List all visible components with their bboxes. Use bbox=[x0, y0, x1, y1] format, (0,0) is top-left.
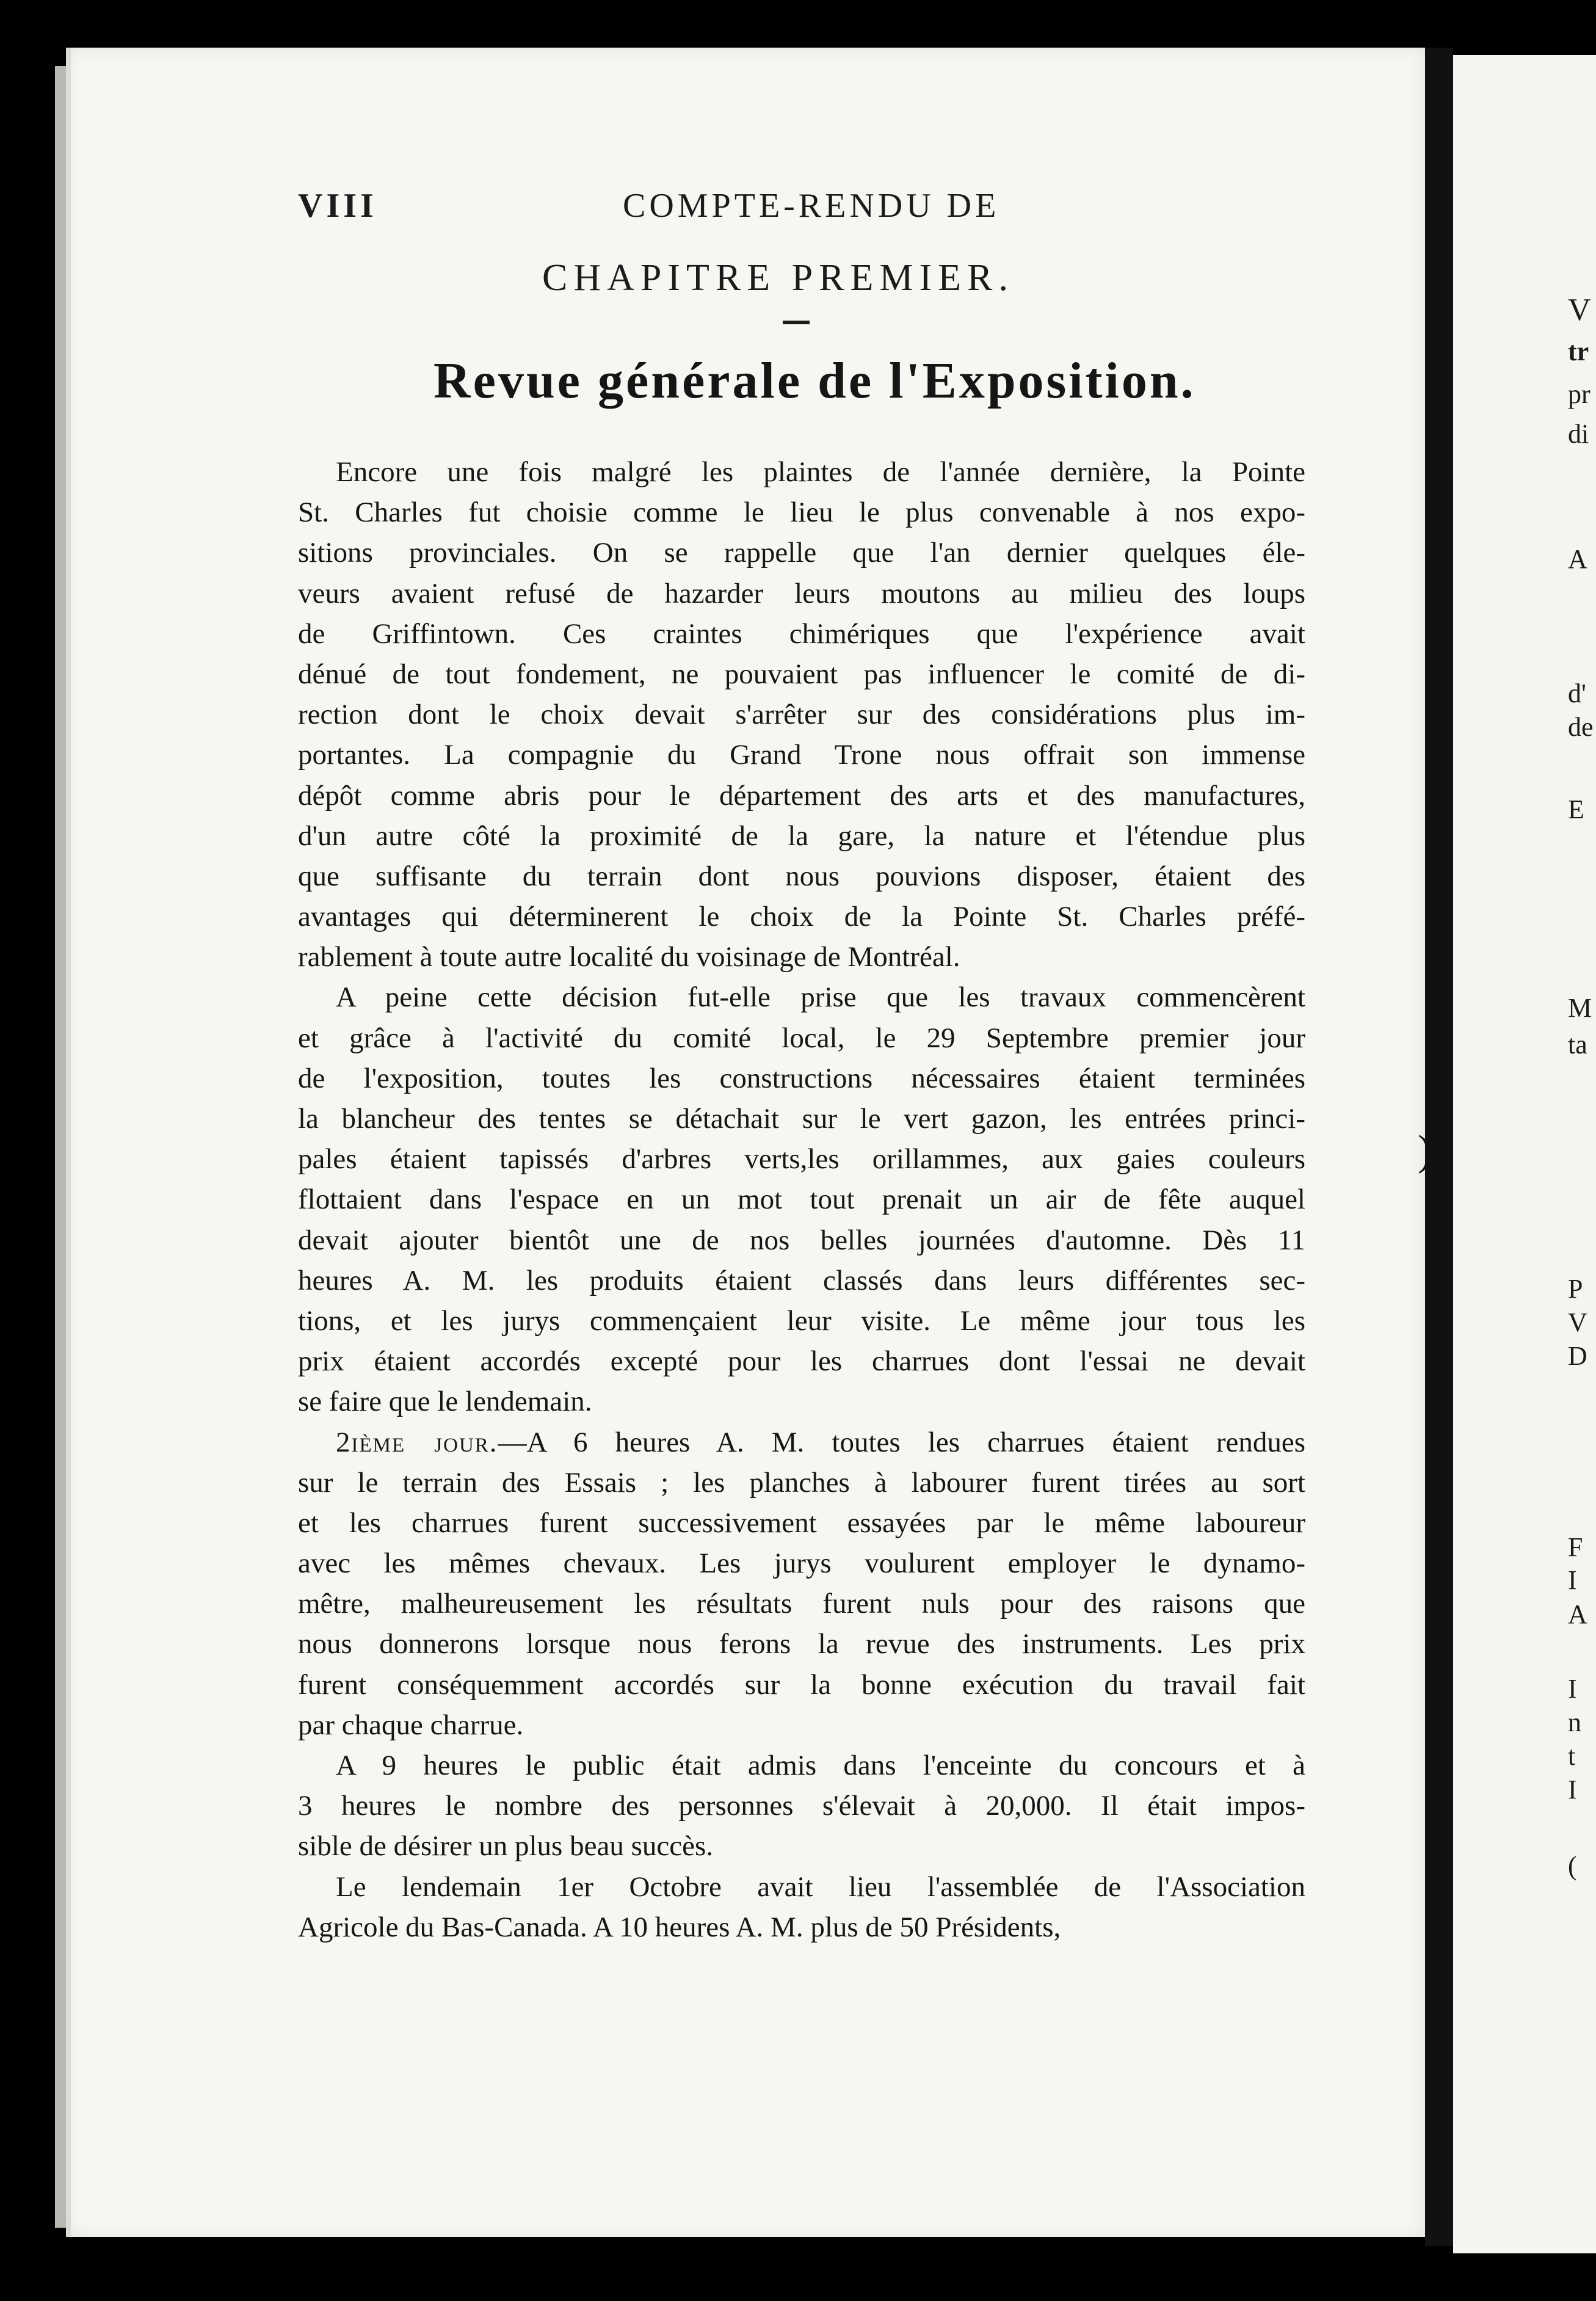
right-fragment: de bbox=[1568, 712, 1594, 742]
text-line-day-two bbox=[298, 1422, 1305, 1463]
text-line: St. Charles fut choisie comme le lieu le plus convenable à nos expo- bbox=[298, 496, 1305, 529]
text-line: portantes. La compagnie du Grand Trone nous offrait son immense bbox=[298, 739, 1305, 771]
text-line: se faire que le lendemain. bbox=[298, 1386, 592, 1418]
text-line: rection dont le choix devait s'arrêter sur des considérations plus im- bbox=[298, 699, 1305, 731]
text-line: dépôt comme abris pour le département des arts et des manufactures, bbox=[298, 779, 1305, 812]
text-line: de Griffintown. Ces craintes chimériques que l'expérience avait bbox=[298, 617, 1305, 650]
text-line: flottaient dans l'espace en un mot tout prenait un air de fête auquel bbox=[298, 1183, 1305, 1216]
day-label: 2ième jour. bbox=[336, 1426, 498, 1458]
text-line: et grâce à l'activité du comité local, le 29 Septembre premier jour bbox=[298, 1022, 1305, 1054]
chapter-rule bbox=[783, 321, 810, 324]
right-fragment: ( bbox=[1568, 1851, 1577, 1881]
text-line: de l'exposition, toutes les constructions nécessaires étaient terminées bbox=[298, 1062, 1305, 1094]
running-head bbox=[298, 186, 1336, 235]
text-line: avantages qui déterminerent le choix de la Pointe St. Charles préfé- bbox=[298, 901, 1305, 933]
right-fragment: tr bbox=[1568, 336, 1589, 366]
chapter-title: CHAPITRE PREMIER. bbox=[542, 257, 1014, 299]
right-fragment: D bbox=[1568, 1341, 1587, 1371]
text-line: tions, et les jurys commençaient leur visite. Le même jour tous les bbox=[298, 1304, 1305, 1337]
text-line: veurs avaient refusé de hazarder leurs moutons au milieu des loups bbox=[298, 577, 1305, 609]
text-line: par chaque charrue. bbox=[298, 1709, 524, 1741]
right-fragment: A bbox=[1568, 544, 1587, 574]
running-head-title: COMPTE-RENDU DE bbox=[623, 187, 1000, 225]
right-fragment: F bbox=[1568, 1532, 1583, 1562]
right-fragment: t bbox=[1568, 1741, 1576, 1771]
text-line: A peine cette décision fut-elle prise que les travaux commencèrent bbox=[336, 981, 1305, 1014]
text-line: que suffisante du terrain dont nous pouvions disposer, étaient des bbox=[298, 860, 1305, 892]
gutter-mark: ) bbox=[1418, 1127, 1432, 1174]
right-fragment: I bbox=[1568, 1775, 1577, 1805]
text-line: devait ajouter bientôt une de nos belles journées d'automne. Dès 11 bbox=[298, 1224, 1305, 1256]
text-line: la blancheur des tentes se détachait sur le vert gazon, les entrées princi- bbox=[298, 1103, 1305, 1135]
right-fragment: d' bbox=[1568, 678, 1586, 708]
text-line: A 9 heures le public était admis dans l'enceinte du concours et à bbox=[336, 1750, 1305, 1781]
right-fragment: I bbox=[1568, 1565, 1577, 1595]
text-line: mêtre, malheureusement les résultats furent nuls pour des raisons que bbox=[298, 1588, 1305, 1620]
text-line: furent conséquemment accordés sur la bonne exécution du travail fait bbox=[298, 1668, 1305, 1701]
text-line: d'un autre côté la proximité de la gare, la nature et l'étendue plus bbox=[298, 820, 1305, 852]
text-line: sible de désirer un plus beau succès. bbox=[298, 1830, 713, 1863]
body-text bbox=[298, 452, 1305, 1947]
text-line: prix étaient accordés excepté pour les charrues dont l'essai ne devait bbox=[298, 1345, 1305, 1378]
right-fragment: di bbox=[1568, 419, 1589, 449]
text-line: Encore une fois malgré les plaintes de l'année dernière, la Pointe bbox=[336, 456, 1305, 488]
text-line: Agricole du Bas-Canada. A 10 heures A. M. plus de 50 Présidents, bbox=[298, 1911, 1061, 1943]
text-line: pales étaient tapissés d'arbres verts,les orillammes, aux gaies couleurs bbox=[298, 1143, 1305, 1176]
right-fragment: n bbox=[1568, 1707, 1581, 1737]
right-fragment: ta bbox=[1568, 1030, 1587, 1060]
page-folio: VIII bbox=[298, 187, 377, 225]
right-fragment: V bbox=[1568, 1307, 1587, 1337]
text-line: rablement à toute autre localité du voisinage de Montréal. bbox=[298, 941, 960, 973]
right-fragment: pr bbox=[1568, 379, 1591, 409]
text-line: Le lendemain 1er Octobre avait lieu l'assemblée de l'Association bbox=[336, 1870, 1305, 1903]
right-fragment: V bbox=[1568, 293, 1591, 327]
text-line: sur le terrain des Essais ; les planches à labourer furent tirées au sort bbox=[298, 1466, 1305, 1499]
text-line: heures A. M. les produits étaient classés dans leurs différentes sec- bbox=[298, 1264, 1305, 1296]
right-fragment: I bbox=[1568, 1674, 1577, 1704]
right-fragment: A bbox=[1568, 1599, 1587, 1629]
text-line: avec les mêmes chevaux. Les jurys voulurent employer le dynamo- bbox=[298, 1547, 1305, 1580]
text-line: nous donnerons lorsque nous ferons la revue des instruments. Les prix bbox=[298, 1628, 1305, 1660]
text-line: 3 heures le nombre des personnes s'élevait à 20,000. Il était impos- bbox=[298, 1790, 1305, 1822]
day-two-text: —A 6 heures A. M. toutes les charrues étaient rendues bbox=[498, 1426, 1305, 1458]
right-fragment: P bbox=[1568, 1274, 1583, 1304]
text-line: et les charrues furent successivement essayées par le même laboureur bbox=[298, 1507, 1305, 1539]
right-fragment: E bbox=[1568, 794, 1584, 824]
text-line: dénué de tout fondement, ne pouvaient pas influencer le comité de di- bbox=[298, 658, 1305, 690]
section-title: Revue générale de l'Exposition. bbox=[433, 352, 1196, 409]
text-line: sitions provinciales. On se rappelle que l'an dernier quelques éle- bbox=[298, 537, 1305, 569]
right-fragment: M bbox=[1568, 993, 1592, 1023]
